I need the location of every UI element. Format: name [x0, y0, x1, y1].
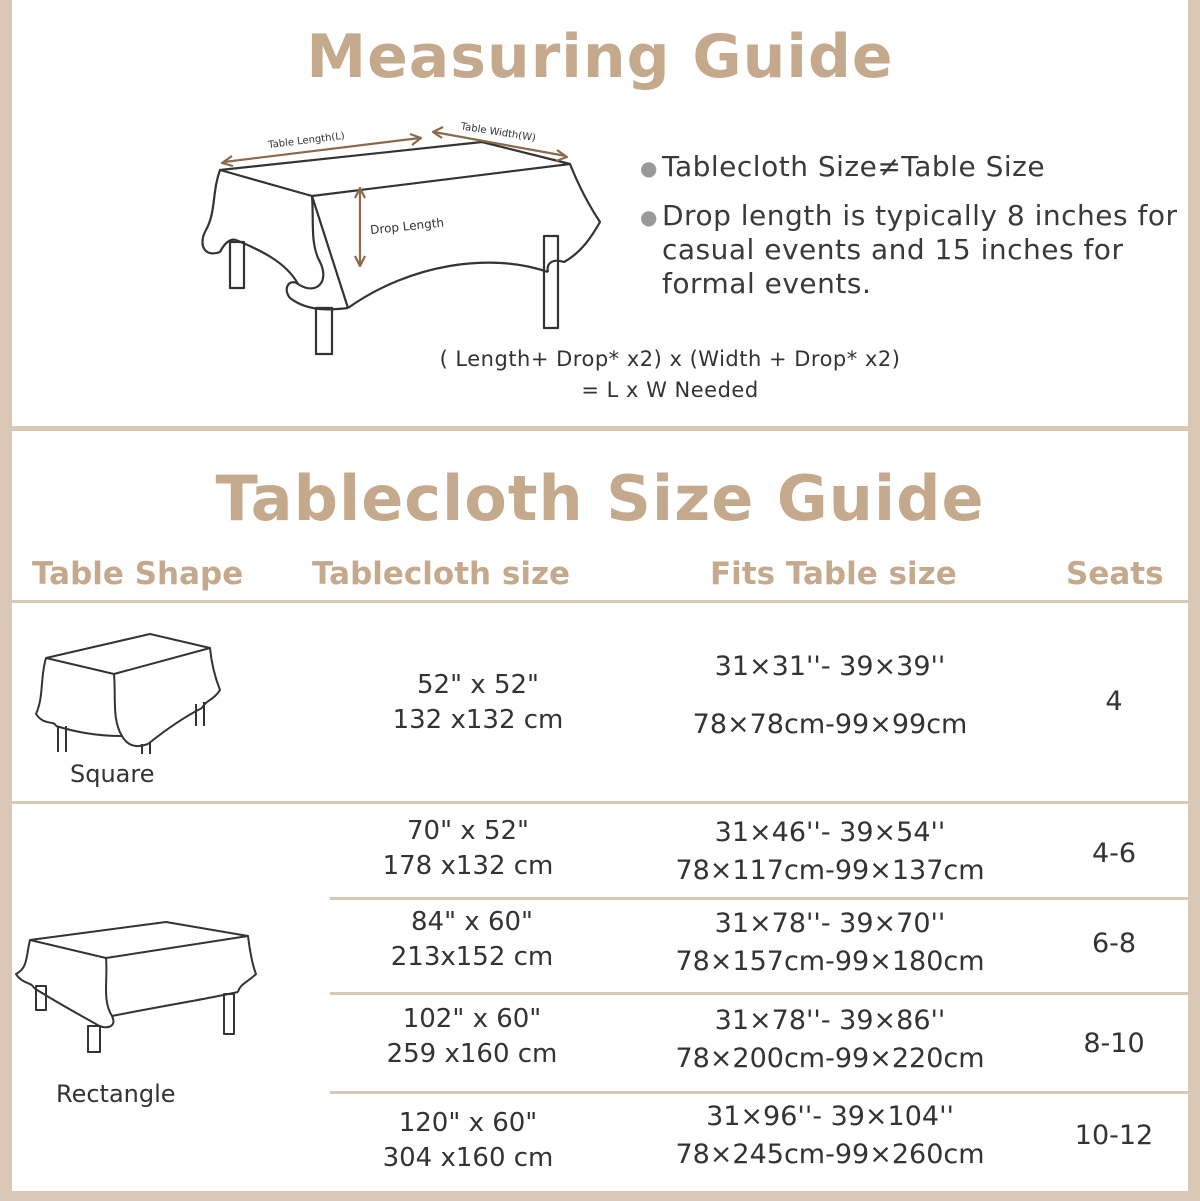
header-rule: [12, 600, 1188, 603]
fit-size-cell: [640, 1002, 1020, 1078]
shape-square-label: Square: [70, 760, 155, 788]
note-item: [640, 199, 1180, 301]
row-rule: [12, 801, 1188, 804]
rectangle-table-icon: [12, 918, 262, 1058]
tablecloth-size-cm: 213x152 cm: [390, 942, 554, 972]
section-divider: [12, 426, 1188, 431]
measuring-guide-title: Measuring Guide: [306, 22, 894, 92]
fit-size-in: 31×78''- 39×86'': [714, 1005, 946, 1036]
diagram-width-label: Table Width(W): [459, 121, 537, 145]
bullet-dot-icon: ●: [640, 205, 658, 229]
seats-value: 10-12: [1074, 1120, 1154, 1151]
bullet-dot-icon: ●: [640, 156, 658, 180]
formula-line-1: ( Length+ Drop* x2) x (Width + Drop* x2): [439, 347, 901, 371]
fit-size-in: 31×31''- 39×39'': [714, 651, 946, 682]
fit-size-cm: 78×157cm-99×180cm: [675, 946, 985, 977]
seats-value: 4: [1105, 686, 1123, 717]
fit-size-in: 31×78''- 39×70'': [714, 908, 946, 939]
tablecloth-size-in: 70" x 52": [406, 816, 529, 846]
fit-size-cell: [640, 648, 1020, 744]
fit-size-cell: [640, 814, 1020, 890]
fit-size-in: 31×46''- 39×54'': [714, 817, 946, 848]
square-table-icon: [30, 628, 230, 758]
seats-value: 6-8: [1091, 928, 1137, 959]
row-rule: [330, 897, 1188, 900]
seats-value: 8-10: [1083, 1028, 1145, 1059]
formula-line-2: = L x W Needed: [581, 378, 759, 402]
table-row: [320, 1106, 616, 1176]
tablecloth-size-cm: 304 x160 cm: [382, 1143, 554, 1173]
header-tablecloth-size: Tablecloth size: [312, 556, 571, 592]
size-guide-title: Tablecloth Size Guide: [215, 462, 985, 535]
fit-size-cm: 78×117cm-99×137cm: [675, 855, 985, 886]
fit-size-cell: [640, 905, 1020, 981]
diagram-drop-label: Drop Length: [369, 215, 445, 238]
header-fits-table-size: Fits Table size: [710, 556, 957, 592]
row-rule: [330, 1091, 1188, 1094]
table-row: [324, 1002, 620, 1072]
fit-size-cm: 78×245cm-99×260cm: [675, 1139, 985, 1170]
table-measure-diagram: [190, 112, 610, 362]
tablecloth-size-cm: 178 x132 cm: [382, 851, 554, 881]
note-item: [640, 150, 1180, 185]
table-row: [320, 814, 616, 884]
note-text: Tablecloth Size≠Table Size: [662, 150, 1046, 183]
fit-size-cm: 78×200cm-99×220cm: [675, 1043, 985, 1074]
fit-size-in: 31×96''- 39×104'': [706, 1101, 954, 1132]
tablecloth-size-cm: 259 x160 cm: [386, 1039, 558, 1069]
tablecloth-size-in: 102" x 60": [402, 1004, 542, 1034]
table-row: [324, 905, 620, 975]
seats-value: 4-6: [1091, 838, 1137, 869]
note-text: Drop length is typically 8 inches for casual events and 15 inches for formal events.: [662, 199, 1178, 300]
tablecloth-size-in: 120" x 60": [398, 1108, 538, 1138]
header-table-shape: Table Shape: [32, 556, 244, 592]
table-row: [330, 668, 626, 738]
fit-size-cell: [640, 1098, 1020, 1174]
header-seats: Seats: [1066, 556, 1164, 592]
tablecloth-size-in: 52" x 52": [416, 670, 539, 700]
size-formula: [330, 344, 1010, 406]
row-rule: [330, 992, 1188, 995]
diagram-length-label: Table Length(L): [267, 130, 346, 152]
tablecloth-size-cm: 132 x132 cm: [392, 705, 564, 735]
shape-rectangle-label: Rectangle: [56, 1080, 176, 1108]
measuring-notes: [640, 150, 1180, 315]
tablecloth-size-in: 84" x 60": [410, 907, 533, 937]
fit-size-cm: 78×78cm-99×99cm: [692, 709, 968, 740]
